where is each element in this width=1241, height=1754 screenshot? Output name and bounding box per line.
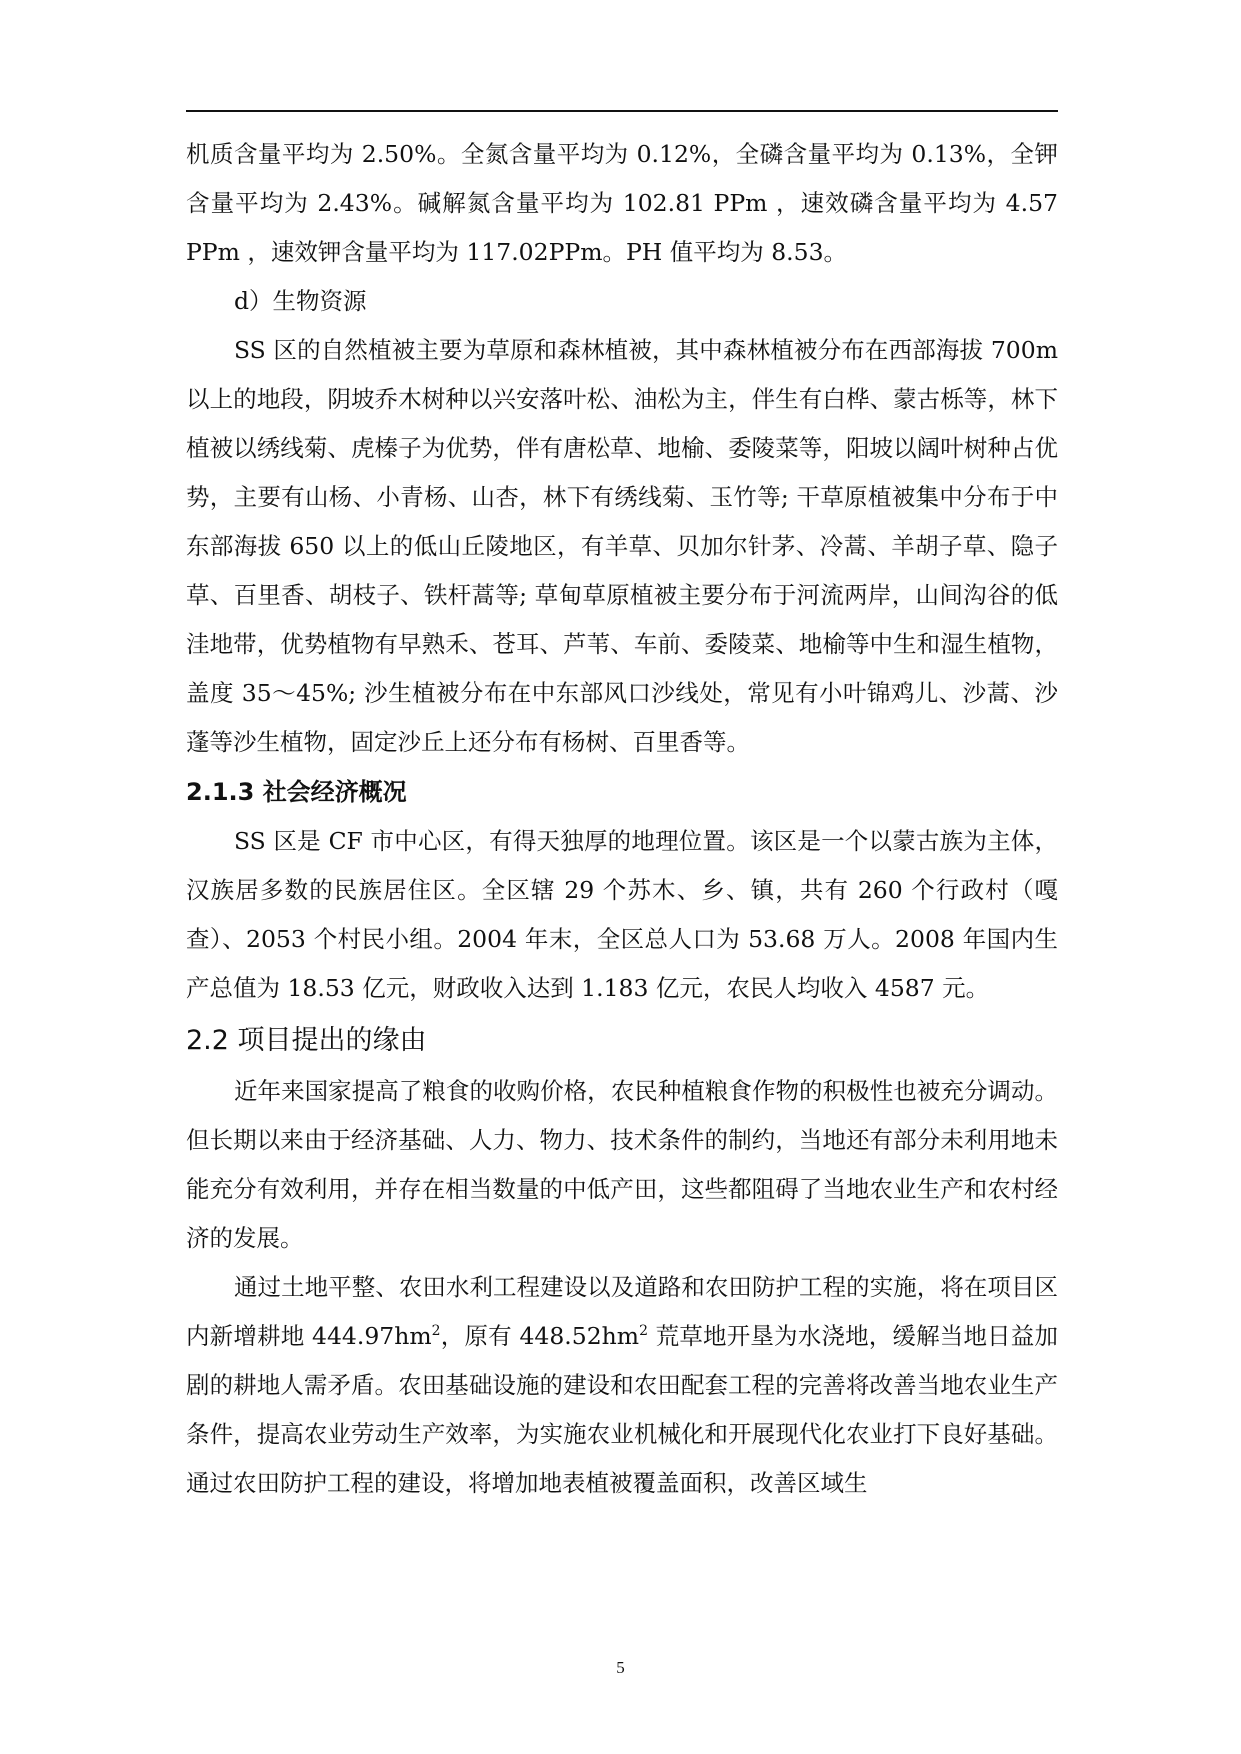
document-body bbox=[186, 130, 1058, 1508]
para5-text-3: 荒草地开垦为水浇地，缓解当地日益加剧的耕地人需矛盾。农田基础设施的建设和农田配套工程的完善将改善当地农业生产条件，提高农业劳动生产效率，为实施农业机械化和开展现代化农业打下良好基础。通过农田防护工程的建设，将增加地表植被覆盖面积，改善区域生 bbox=[186, 1322, 1058, 1497]
project-reason-paragraph-2 bbox=[186, 1263, 1058, 1508]
superscript-2: 2 bbox=[639, 1323, 649, 1340]
section-heading-2-2: 2.2 项目提出的缘由 bbox=[186, 1025, 427, 1056]
soil-nutrients-paragraph: 机质含量平均为 2.50%。全氮含量平均为 0.12%，全磷含量平均为 0.13%，全钾含量平均为 2.43%。碱解氮含量平均为 102.81 PPm ，速效磷含量平均为 4.57 PPm ，速效钾含量平均为 117.02PPm。PH 值平均为 8.53。 bbox=[186, 140, 1058, 266]
superscript-2: 2 bbox=[431, 1323, 441, 1340]
para5-text-1: 通过土地平整、农田水利工程建设以及道路和农田防护工程的实施，将在项目区内新增耕地 444.97hm bbox=[186, 1273, 1058, 1350]
project-reason-paragraph-1: 近年来国家提高了粮食的收购价格，农民种植粮食作物的积极性也被充分调动。但长期以来由于经济基础、人力、物力、技术条件的制约，当地还有部分未利用地未能充分有效利用，并存在相当数量的中低产田，这些都阻碍了当地农业生产和农村经济的发展。 bbox=[186, 1077, 1058, 1252]
item-d-label: d）生物资源 bbox=[234, 287, 367, 315]
page-number: 5 bbox=[616, 1658, 625, 1677]
header-rule bbox=[186, 110, 1058, 112]
biological-resources-paragraph: SS 区的自然植被主要为草原和森林植被，其中森林植被分布在西部海拔 700m 以上的地段，阴坡乔木树种以兴安落叶松、油松为主，伴生有白桦、蒙古栎等，林下植被以绣线菊、虎榛子为优势，伴有唐松草、地榆、委陵菜等，阳坡以阔叶树种占优势，主要有山杨、小青杨、山杏，林下有绣线菊、玉竹等; 干草原植被集中分布于中东部海拔 650 以上的低山丘陵地区，有羊草、贝加尔针茅、冷蒿、羊胡子草、隐子草、百里香、胡枝子、铁杆蒿等; 草甸草原植被主要分布于河流两岸，山间沟谷的低洼地带，优势植物有早熟禾、苍耳、芦苇、车前、委陵菜、地榆等中生和湿生植物，盖度 35～45%; 沙生植被分布在中东部风口沙线处，常见有小叶锦鸡儿、沙蒿、沙蓬等沙生植物，固定沙丘上还分布有杨树、百里香等。 bbox=[186, 336, 1058, 756]
section-heading-2-1-3: 2.1.3 社会经济概况 bbox=[186, 778, 407, 806]
socioeconomic-paragraph: SS 区是 CF 市中心区，有得天独厚的地理位置。该区是一个以蒙古族为主体，汉族居多数的民族居住区。全区辖 29 个苏木、乡、镇，共有 260 个行政村（嘎查）、2053 个村民小组。2004 年末，全区总人口为 53.68 万人。2008 年国内生产总值为 18.53 亿元，财政收入达到 1.183 亿元，农民人均收入 4587 元。 bbox=[186, 827, 1058, 1002]
para5-text-2: ，原有 448.52hm bbox=[440, 1322, 640, 1350]
